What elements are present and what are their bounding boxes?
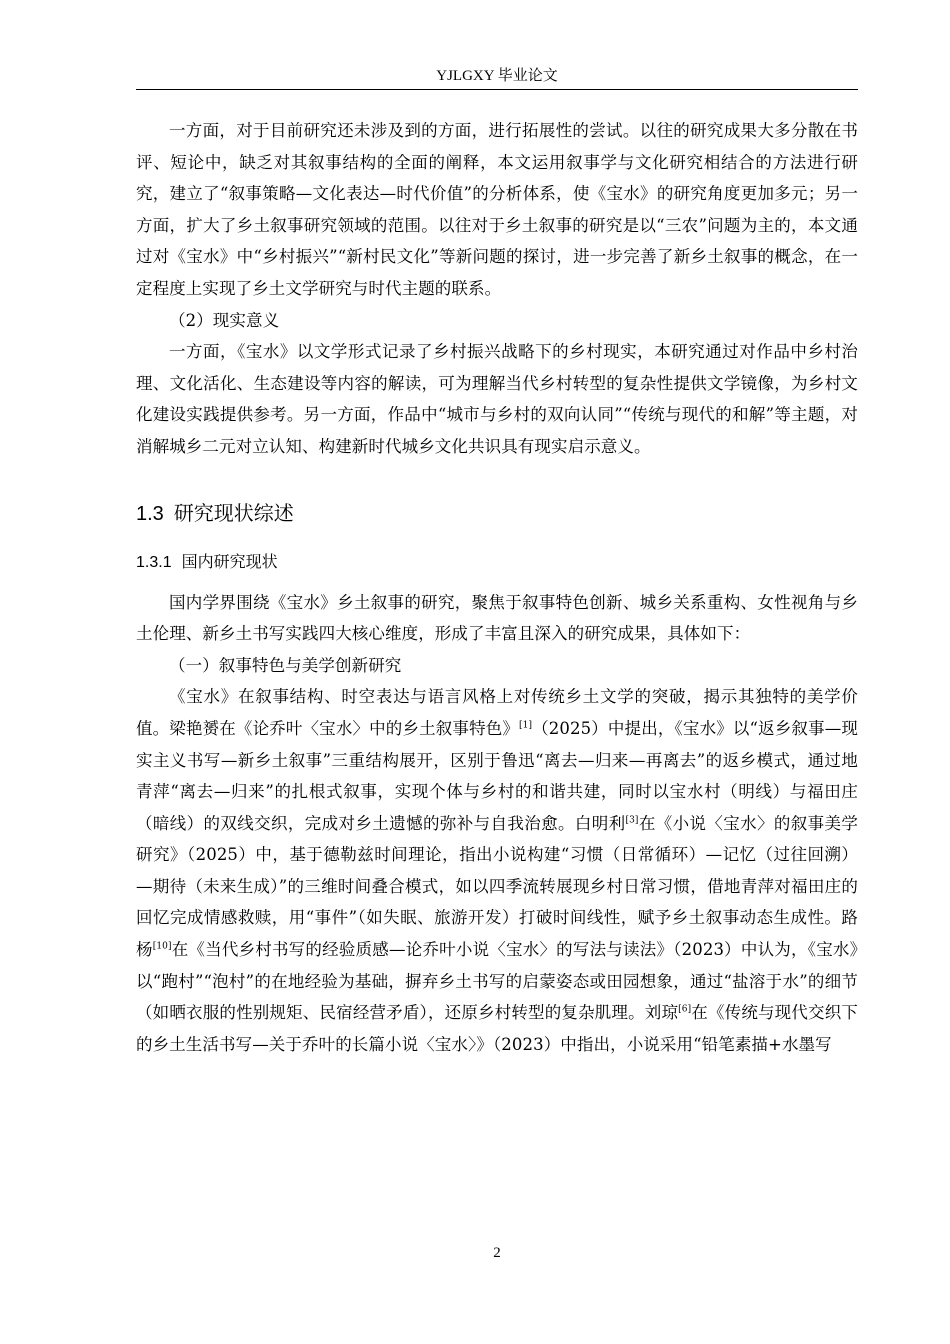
paragraph-narrative [136,681,858,1060]
paragraph-theoretical: 一方面，对于目前研究还未涉及到的方面，进行拓展性的尝试。以往的研究成果大多分散在书评、短论中，缺乏对其叙事结构的全面的阐释，本文运用叙事学与文化研究相结合的方法进行研究，建立了“叙事策略—文化表达—时代价值”的分析体系，使《宝水》的研究角度更加多元；另一方面，扩大了乡土叙事研究领域的范围。以往对于乡土叙事的研究是以“三农”问题为主的，本文通过对《宝水》中“乡村振兴”“新村民文化”等新问题的探讨，进一步完善了新乡土叙事的概念，在一定程度上实现了乡土文学研究与时代主题的联系。 [136,121,858,298]
subheading-narrative: （一）叙事特色与美学创新研究 [169,655,402,675]
text-run: 在《当代乡村书写的经验质感—论乔叶小说〈宝水〉的写法与读法》（2023）中认为，《宝水》以“跑村”“泡村”的在地经验为基础，摒弃乡土书写的启蒙姿态或田园想象，通过“盐溶于水”的细节（如晒衣服的性别规矩、民宿经营矛盾），还原乡村转型的复杂肌理。刘琼 [136,940,858,1023]
page-header: YJLGXY 毕业论文 [436,68,558,84]
citation-ref[interactable]: [3] [625,815,639,826]
paragraph-practical: 一方面，《宝水》以文学形式记录了乡村振兴战略下的乡村现实，本研究通过对作品中乡村治理、文化活化、生态建设等内容的解读，可为理解当代乡村转型的复杂性提供文学镜像，为乡村文化建设实践提供参考。另一方面，作品中“城市与乡村的双向认同”“传统与现代的和解”等主题，对消解城乡二元对立认知、构建新时代城乡文化共识具有现实启示意义。 [136,342,858,456]
citation-ref[interactable]: [6] [678,1004,692,1015]
citation-ref[interactable]: [10] [152,941,172,952]
section-heading-1-3 [136,499,858,528]
subsection-title: 国内研究现状 [181,551,278,571]
paragraph-domestic-intro: 国内学界围绕《宝水》乡土叙事的研究，聚焦于叙事特色创新、城乡关系重构、女性视角与乡土伦理、新乡土书写实践四大核心维度，形成了丰富且深入的研究成果，具体如下： [136,592,858,644]
text-run: 在《小说〈宝水〉的叙事美学研究》（2025）中，基于德勒兹时间理论，指出小说构建“习惯（日常循环）—记忆（过往回溯）—期待（未来生成）”的三维时间叠合模式，如以四季流转展现乡村日常习惯，借地青萍对福田庄的回忆完成情感救赎，用“事件”（如失眠、旅游开发）打破时间线性，赋予乡土叙事动态生成性。路杨 [136,813,858,960]
subheading-practical: （2）现实意义 [169,310,280,330]
citation-ref[interactable]: [1] [519,720,533,731]
page-body [136,115,858,1060]
page-number: 2 [493,1245,501,1261]
text-run: 《宝水》在叙事结构、时空表达与语言风格上对传统乡土文学的突破，揭示其独特的美学价值。梁艳赟在《论乔叶〈宝水〉中的乡土叙事特色》 [136,687,858,738]
section-title: 研究现状综述 [173,500,294,525]
section-number: 1.3 [136,502,164,525]
header-rule [136,89,858,90]
section-heading-1-3-1 [136,550,858,575]
text-run: （2025）中提出，《宝水》以“返乡叙事—现实主义书写—新乡土叙事”三重结构展开，区别于鲁迅“离去—归来—再离去”的返乡模式，通过地青萍“离去—归来”的扎根式叙事，实现个体与乡村的和谐共建，同时以宝水村（明线）与福田庄（暗线）的双线交织，完成对乡土遗憾的弥补与自我治愈。白明利 [136,718,858,833]
text-run: 在《传统与现代交织下的乡土生活书写—关于乔叶的长篇小说〈宝水〉》（2023）中指出，小说采用“铅笔素描+水墨写 [136,1003,858,1054]
subsection-number: 1.3.1 [136,553,172,571]
